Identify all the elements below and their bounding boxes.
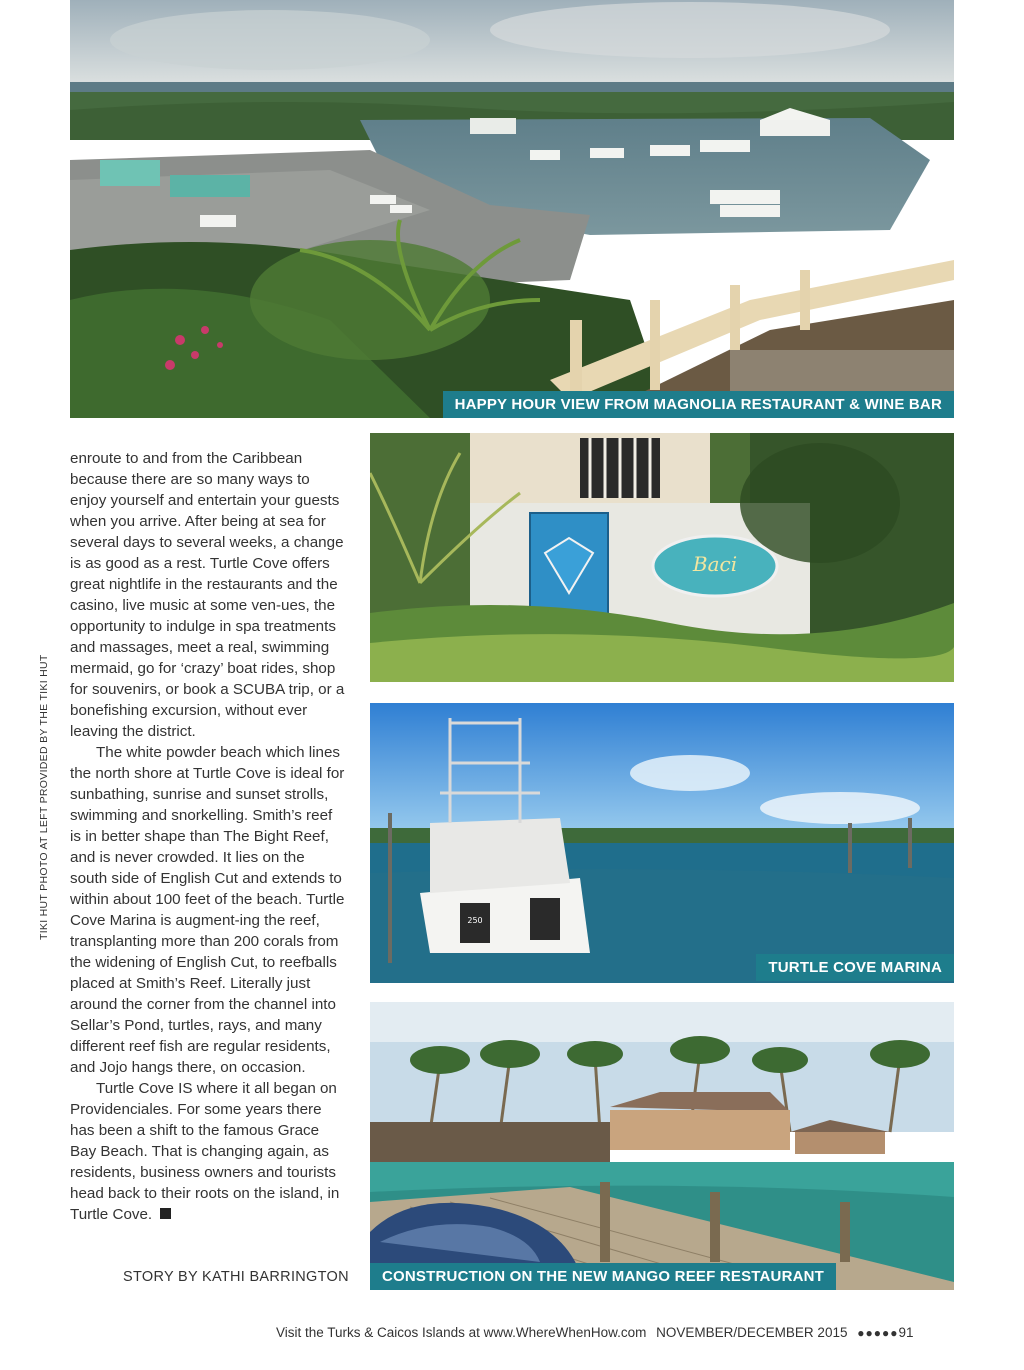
marina-illustration xyxy=(370,703,954,983)
page-footer xyxy=(276,1325,914,1340)
footer-website-text: Visit the Turks & Caicos Islands at www.WhereWhenHow.com xyxy=(276,1325,647,1340)
article-paragraph-3-text: Turtle Cove IS where it all began on Providenciales. For some years there has been a shift to the famous Grace Bay Beach. That is changing again, as residents, business owners and tourists head back to their roots on the island, in Turtle Cove. xyxy=(70,1080,340,1223)
construction-photo xyxy=(370,1002,954,1290)
end-of-story-mark xyxy=(160,1208,171,1219)
engine-label: 250 xyxy=(467,916,483,925)
footer-issue: NOVEMBER/DECEMBER 2015 xyxy=(656,1325,848,1340)
construction-photo-caption: CONSTRUCTION ON THE NEW MANGO REEF RESTAURANT xyxy=(370,1263,836,1290)
story-byline: STORY BY KATHI BARRINGTON xyxy=(123,1269,349,1285)
article-paragraph-1: enroute to and from the Caribbean because there are so many ways to enjoy yourself and entertain your guests when you arrive. After being at sea for several days to several weeks, a change is as good as a rest. Turtle Cove offers great nightlife in the restaurants and the casino, live music at some ven-ues, the opportunity to indulge in spa treatments and massages, meet a real, swimming mermaid, go for ‘crazy’ boat rides, shop for souvenirs, or book a SCUBA trip, or a bonefishing excursion, without ever leaving the district. xyxy=(70,450,345,740)
article-paragraph-2: The white powder beach which lines the north shore at Turtle Cove is ideal for sunbathing, sunrise and sunset strolls, swimming and snorkelling. Smith’s reef is in better shape than The Bight Reef, and is never crowded. It lies on the south side of English Cut and extends to within about 100 feet of the beach. Turtle Cove Marina is augment-ing the reef, transplanting more than 200 corals from the widening of English Cut, to reefballs placed at Smith’s Reef. Literally just around the corner from the channel into Sellar’s Pond, turtles, rays, and many different reef fish are regular residents, and Jojo hangs there, on occasion. xyxy=(70,744,345,1076)
footer-dots: ●●●●● xyxy=(857,1326,899,1340)
harbor-view-illustration xyxy=(70,0,954,418)
article-paragraph-3 xyxy=(70,1078,345,1225)
page-number: 91 xyxy=(898,1325,914,1340)
photo-credit: TIKI HUT PHOTO AT LEFT PROVIDED BY THE TIKI HUT xyxy=(38,654,50,940)
marina-photo-caption: TURTLE COVE MARINA xyxy=(756,954,954,981)
top-photo xyxy=(70,0,954,418)
restaurant-signs-photo xyxy=(370,433,954,682)
svg-text:Baci: Baci xyxy=(692,552,738,576)
top-photo-caption: HAPPY HOUR VIEW FROM MAGNOLIA RESTAURANT & WINE BAR xyxy=(443,391,954,418)
marina-photo xyxy=(370,703,954,983)
article-body xyxy=(70,448,345,1225)
construction-illustration xyxy=(370,1002,954,1290)
restaurant-signs-illustration xyxy=(370,433,954,682)
